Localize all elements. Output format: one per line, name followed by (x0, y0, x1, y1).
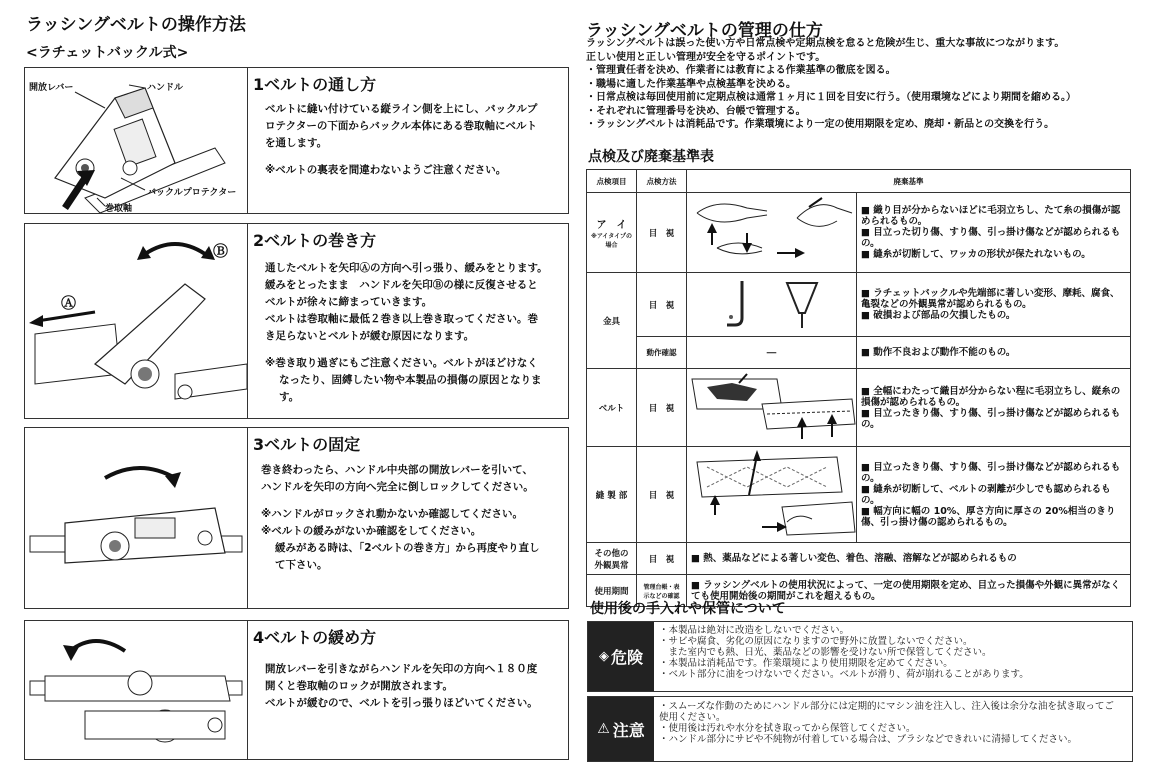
caution-badge (588, 697, 654, 761)
step-2-note: ※巻き取り過ぎにもご注意ください。ベルトがほどけなく (265, 357, 538, 369)
table-row-eye (587, 193, 1131, 273)
release-lever-label: 開放レバー (29, 83, 74, 93)
criteria-line: ■ 全幅にわたって織目が分からない程に毛羽立ちし、縦糸の損傷が認められるもの。 (861, 385, 1121, 408)
criteria-line: ■ 目立ったきり傷、すり傷、引っ掛け傷などが認められるもの。 (861, 407, 1121, 430)
caution-label: 注意 (612, 720, 645, 740)
step-4-text (265, 661, 538, 712)
eye-criteria (857, 193, 1131, 273)
intro-line: ・それぞれに管理番号を決め、台帳で管理する。 (586, 105, 806, 117)
belt-figure-cell (687, 369, 857, 447)
arrow-a-label: Ⓐ (61, 294, 77, 312)
operation-criteria: ■ 動作不良および動作不能のもの。 (857, 337, 1131, 369)
other-item-cell (587, 543, 637, 575)
header-criteria: 廃棄基準 (687, 170, 1131, 193)
danger-icon: ◈ (598, 649, 609, 664)
step-1-panel (24, 67, 569, 214)
eye-item: ア イ (596, 220, 627, 231)
management-intro (586, 37, 1146, 132)
step-2-line: き足らないとベルトが緩む原因になります。 (265, 330, 475, 342)
operation-figure: － (687, 337, 857, 369)
winding-shaft-label: 巻取軸 (105, 204, 133, 214)
criteria-line: ■ 縫糸が切断して、ワッカの形状が保たれないもの。 (861, 249, 1091, 260)
sewn-item: 縫 製 部 (587, 447, 637, 543)
danger-line: ・本製品は絶対に改造をしないでください。 (659, 625, 850, 636)
table-row-belt (587, 369, 1131, 447)
danger-text (659, 625, 1029, 680)
step-2-line: 通したベルトを矢印Ⓐの方向へ引っ張り、緩みをとります。 (265, 262, 548, 274)
step-1-line: を通します。 (265, 137, 328, 149)
handle-label: ハンドル (147, 83, 184, 93)
care-title: 使用後の手入れや保管について (590, 601, 786, 617)
header-item: 点検項目 (587, 170, 637, 193)
step-3-text (261, 462, 540, 574)
step-3-illustration (25, 428, 248, 608)
step-3-note: て下さい。 (275, 559, 328, 571)
criteria-line: ■ 幅方向に幅の 10%、厚さ方向に厚さの 20%相当のきり傷、引っ掛け傷の認められるもの。 (861, 505, 1116, 528)
eye-method: 目 視 (637, 193, 687, 273)
eye-item-cell (587, 193, 637, 273)
step-1-title: 1ベルトの通し方 (253, 75, 377, 94)
ratchet-buckle-locked-figure (25, 428, 247, 608)
step-3-note: ※ハンドルがロックされ動かないか確認してください。 (261, 508, 523, 520)
period-method: 示などの確認 (643, 592, 680, 600)
caution-line: ・使用後は汚れや水分を拭き取ってから保管してください。 (659, 723, 916, 734)
operation-method: 動作確認 (637, 337, 687, 369)
step-4-illustration (25, 621, 248, 759)
intro-line: ・職場に適した作業基準や点検基準を決める。 (586, 78, 796, 90)
intro-line: ・ラッシングベルトは消耗品です。作業環境により一定の使用期限を定め、廃却・新品との交換を行う。 (586, 119, 1055, 130)
danger-box (587, 621, 1133, 692)
metal-method: 目 視 (637, 273, 687, 337)
left-subtitle: <ラチェットバックル式> (26, 45, 189, 61)
criteria-line: ■ 縫糸が切断して、ベルトの剥離が少しでも認められるもの。 (861, 483, 1111, 506)
step-2-panel (24, 223, 569, 419)
arrow-b-label: Ⓑ (213, 242, 229, 260)
caution-box (587, 696, 1133, 762)
table-row-sewn (587, 447, 1131, 543)
metal-criteria (857, 273, 1131, 337)
other-method: 目 視 (637, 543, 687, 575)
caution-line: ・スムーズな作動のためにハンドル部分には定期的にマシン油を注入し、注入後は余分な油を拭き取ってご使用ください。 (659, 701, 1114, 723)
step-3-note: 緩みがある時は、「2ベルトの巻き方」から再度やり直し (275, 542, 540, 554)
step-4-line: 開放レバーを引きながらハンドルを矢印の方向へ１８０度 (265, 663, 538, 675)
buckle-protector-label: バックルプロテクター (147, 188, 237, 198)
inspection-table (586, 169, 1131, 607)
sewn-figure-cell (687, 447, 857, 543)
other-item: その他の (594, 548, 629, 559)
step-4-panel (24, 620, 569, 760)
eye-figure-cell (687, 193, 857, 273)
table-title: 点検及び廃棄基準表 (588, 149, 714, 165)
step-1-line: ベルトに縫い付けている縦ライン側を上にし、バックルプ (265, 103, 538, 115)
sewn-criteria (857, 447, 1131, 543)
belt-item: ベルト (587, 369, 637, 447)
sewn-method: 目 視 (637, 447, 687, 543)
header-method: 点検方法 (637, 170, 687, 193)
other-item: 外観異常 (594, 560, 629, 571)
sewn-part-damage-figure (687, 447, 857, 539)
warning-triangle-icon: ⚠ (597, 721, 610, 737)
belt-method: 目 視 (637, 369, 687, 447)
step-2-line: 緩みをとったまま ハンドルを矢印Ⓑの様に反復させると (265, 279, 538, 291)
intro-line: ・管理責任者を決め、作業者には教育による作業基準の徹底を図る。 (586, 65, 896, 76)
caution-line: ・ハンドル部分にサビや不純物が付着している場合は、ブラシなどできれいに清掃してください。 (659, 734, 1078, 745)
period-item: 使用期間 (587, 575, 637, 607)
step-3-note: ※ベルトの緩みがないか確認をしてください。 (261, 525, 482, 537)
danger-badge (588, 622, 654, 691)
period-criteria: ■ ラッシングベルトの使用状況によって、一定の使用期限を定め、目立った損傷や外観に異常がなくても使用開始後の期間がこれを超えるもの。 (687, 575, 1131, 607)
step-4-line: ベルトが緩むので、ベルトを引っ張りほどいてください。 (265, 697, 538, 709)
step-2-line: ベルトは巻取軸に最低２巻き以上巻き取ってください。巻 (265, 313, 538, 325)
step-1-note: ※ベルトの裏表を間違わないようご注意ください。 (265, 164, 507, 176)
criteria-line: ■ 破損および部品の欠損したもの。 (861, 310, 1016, 321)
belt-damage-figure (687, 369, 857, 443)
other-criteria: ■ 熱、薬品などによる著しい変色、着色、溶融、溶解などが認められるもの (687, 543, 1131, 575)
step-3-line: 巻き終わったら、ハンドル中央部の開放レバーを引いて、 (261, 464, 533, 476)
belt-criteria (857, 369, 1131, 447)
danger-label: 危険 (610, 648, 643, 667)
danger-line: ・本製品は消耗品です。作業環境により使用期限を定めてください。 (659, 658, 953, 669)
eye-loop-damage-figure (687, 193, 857, 269)
metal-fitting-figure (687, 273, 857, 333)
criteria-line: ■ 織り目が分からないほどに毛羽立ちし、たて糸の損傷が認められるもの。 (861, 205, 1121, 227)
left-title: ラッシングベルトの操作方法 (26, 15, 246, 35)
table-row-metal (587, 273, 1131, 337)
step-4-line: 開くと巻取軸のロックが開放されます。 (265, 680, 453, 692)
intro-line: 正しい使用と正しい管理が安全を守るポイントです。 (586, 51, 826, 63)
caution-text (659, 701, 1123, 745)
intro-line: ・日常点検は毎回使用前に定期点検は通常１ヶ月に１回を目安に行う。（使用環境などにより期間を縮める。） (586, 92, 1076, 103)
step-2-line: ベルトが徐々に締まっていきます。 (265, 296, 433, 308)
intro-line: ラッシングベルトは誤った使い方や日常点検や定期点検を怠ると危険が生じ、重大な事故につながります。 (586, 38, 1065, 49)
table-row-other (587, 543, 1131, 575)
step-3-panel (24, 427, 569, 609)
table-row-operation (587, 337, 1131, 369)
eye-item-note: ※アイタイプの場合 (591, 233, 632, 249)
period-method: 管理台帳・表 (643, 583, 680, 591)
ratchet-buckle-release-figure (25, 621, 247, 759)
right-title: ラッシングベルトの管理の仕方 (586, 21, 823, 41)
step-3-title: 3ベルトの固定 (253, 435, 361, 454)
step-1-illustration (25, 68, 248, 213)
step-2-title: 2ベルトの巻き方 (253, 231, 377, 250)
step-3-line: ハンドルを矢印の方向へ完全に倒しロックしてください。 (261, 481, 534, 493)
danger-line: ・サビや腐食、劣化の原因になりますので野外に放置しないでください。 (659, 636, 973, 647)
criteria-line: ■ ラチェットバックルや先端部に著しい変形、摩耗、腐食、亀裂などの外観異常が認められるもの。 (861, 288, 1120, 310)
step-1-line: ロテクターの下面からバックル本体にある巻取軸にベルト (265, 120, 538, 132)
metal-figure-cell (687, 273, 857, 337)
step-2-note: なったり、固縛したい物や本製品の損傷の原因となりま (279, 374, 542, 386)
step-2-illustration (25, 224, 248, 418)
step-1-text (265, 101, 537, 179)
criteria-line: ■ 目立ったきり傷、すり傷、引っ掛け傷などが認められるもの。 (861, 461, 1121, 484)
step-4-title: 4ベルトの緩め方 (253, 628, 377, 647)
metal-item: 金具 (587, 273, 637, 369)
criteria-line: ■ 目立った切り傷、すり傷、引っ掛け傷などが認められるもの。 (861, 227, 1121, 249)
danger-line: ・ベルト部分に油をつけないでください。ベルトが滑り、荷が崩れることがあります。 (659, 669, 1029, 680)
step-2-note: す。 (279, 391, 300, 403)
step-2-text (265, 260, 548, 406)
danger-line: また室内でも熱、日光、薬品などの影響を受けない所で保管してください。 (659, 647, 992, 658)
